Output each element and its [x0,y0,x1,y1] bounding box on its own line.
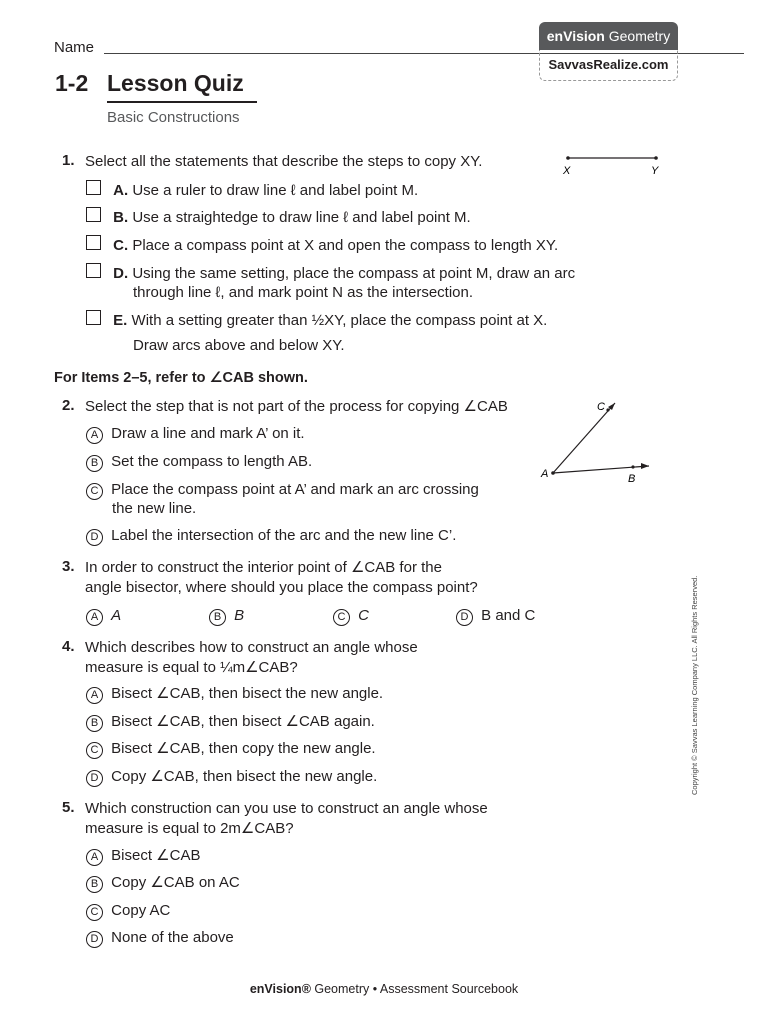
point-a-label: A [541,468,549,480]
q5-option-a[interactable]: A Bisect ∠CAB [86,846,200,866]
q1-number: 1. [62,152,75,169]
q4-option-d[interactable]: D Copy ∠CAB, then bisect the new angle. [86,767,377,787]
q3-option-c[interactable]: C C [333,606,369,626]
option-bubble[interactable]: D [86,770,103,787]
option-bubble[interactable]: C [333,609,350,626]
angle-cab-figure [535,395,660,490]
q3-text: In order to construct the interior point of ∠CAB for the [85,559,442,576]
q4-option-a[interactable]: A Bisect ∠CAB, then bisect the new angle. [86,684,383,704]
point-b-label: B [628,473,636,485]
point-y-label: Y [651,165,659,177]
q2-option-b[interactable]: B Set the compass to length AB. [86,452,312,472]
q1-option-a[interactable]: A. Use a ruler to draw line ℓ and label point M. [86,180,418,201]
option-bubble[interactable]: B [86,876,103,893]
q3-option-b[interactable]: B B [209,606,244,626]
option-bubble[interactable]: C [86,904,103,921]
q1-option-d-line2: through line ℓ, and mark point N as the intersection. [133,284,474,301]
q5-text-line2: measure is equal to 2m∠CAB? [85,820,294,837]
q1-option-b[interactable]: B. Use a straightedge to draw line ℓ and label point M. [86,207,471,228]
q5-option-d[interactable]: D None of the above [86,928,234,948]
checkbox[interactable] [86,180,101,195]
point-c-dot [606,408,609,411]
point-x-label: X [563,165,571,177]
point-b-dot [631,465,634,468]
q1-option-c[interactable]: C. Place a compass point at X and open the compass to length XY. [86,235,558,256]
checkbox[interactable] [86,235,101,250]
q2-option-d[interactable]: D Label the intersection of the arc and the new line C’. [86,526,456,546]
ray-ab-arrow [641,463,649,469]
point-y-dot [654,156,658,160]
q4-text-line2: measure is equal to ¼m∠CAB? [85,659,298,676]
q1-option-d[interactable]: D. Using the same setting, place the compass at point M, draw an arc [86,263,575,284]
option-bubble[interactable]: C [86,483,103,500]
q1-option-e[interactable]: E. With a setting greater than ½XY, place the compass point at X. [86,310,547,331]
option-bubble[interactable]: A [86,687,103,704]
brand-logo: enVision Geometry [539,22,678,50]
q2-option-c[interactable]: C Place the compass point at A’ and mark an arc crossing [86,480,479,500]
savvas-url: SavvasRealize.com [539,50,678,81]
point-a-dot [551,471,555,475]
q5-number: 5. [62,799,75,816]
q4-number: 4. [62,638,75,655]
option-bubble[interactable]: D [86,529,103,546]
q2-number: 2. [62,397,75,414]
option-bubble[interactable]: C [86,742,103,759]
items-heading: For Items 2–5, refer to ∠CAB shown. [54,370,308,386]
option-bubble[interactable]: B [86,455,103,472]
q5-text: Which construction can you use to construct an angle whose [85,800,488,817]
point-c-label: C [597,401,605,413]
option-bubble[interactable]: D [456,609,473,626]
q3-option-d[interactable]: D B and C [456,606,535,626]
title-underline [107,101,257,103]
option-bubble[interactable]: B [209,609,226,626]
q3-number: 3. [62,558,75,575]
q1-text: Select all the statements that describe the steps to copy XY. [85,153,483,170]
option-bubble[interactable]: A [86,427,103,444]
lesson-number: 1-2 [55,70,89,96]
q3-option-a[interactable]: A A [86,606,121,626]
lesson-title: Lesson Quiz [107,70,244,96]
option-bubble[interactable]: A [86,849,103,866]
q4-option-b[interactable]: B Bisect ∠CAB, then bisect ∠CAB again. [86,712,375,732]
checkbox[interactable] [86,207,101,222]
q1-option-e-line2: Draw arcs above and below XY. [133,337,345,354]
q2-option-c-line2: the new line. [112,500,197,517]
lesson-subtitle: Basic Constructions [107,109,240,126]
option-bubble[interactable]: D [86,931,103,948]
q2-text: Select the step that is not part of the process for copying ∠CAB [85,398,508,415]
option-bubble[interactable]: B [86,715,103,732]
segment-xy-figure [560,150,670,180]
q4-option-c[interactable]: C Bisect ∠CAB, then copy the new angle. [86,739,376,759]
q2-option-a[interactable]: A Draw a line and mark A’ on it. [86,424,305,444]
q4-text: Which describes how to construct an angle whose [85,639,418,656]
q5-option-c[interactable]: C Copy AC [86,901,170,921]
option-bubble[interactable]: A [86,609,103,626]
q3-text-line2: angle bisector, where should you place the compass point? [85,579,478,596]
ray-ab [553,466,649,473]
checkbox[interactable] [86,263,101,278]
checkbox[interactable] [86,310,101,325]
point-x-dot [566,156,570,160]
name-label: Name [54,39,95,56]
copyright-notice: Copyright © Savvas Learning Company LLC. All Rights Reserved. [690,575,699,795]
ray-ac [553,403,615,473]
q5-option-b[interactable]: B Copy ∠CAB on AC [86,873,240,893]
page-footer: enVision® Geometry • Assessment Sourcebook [249,982,519,996]
